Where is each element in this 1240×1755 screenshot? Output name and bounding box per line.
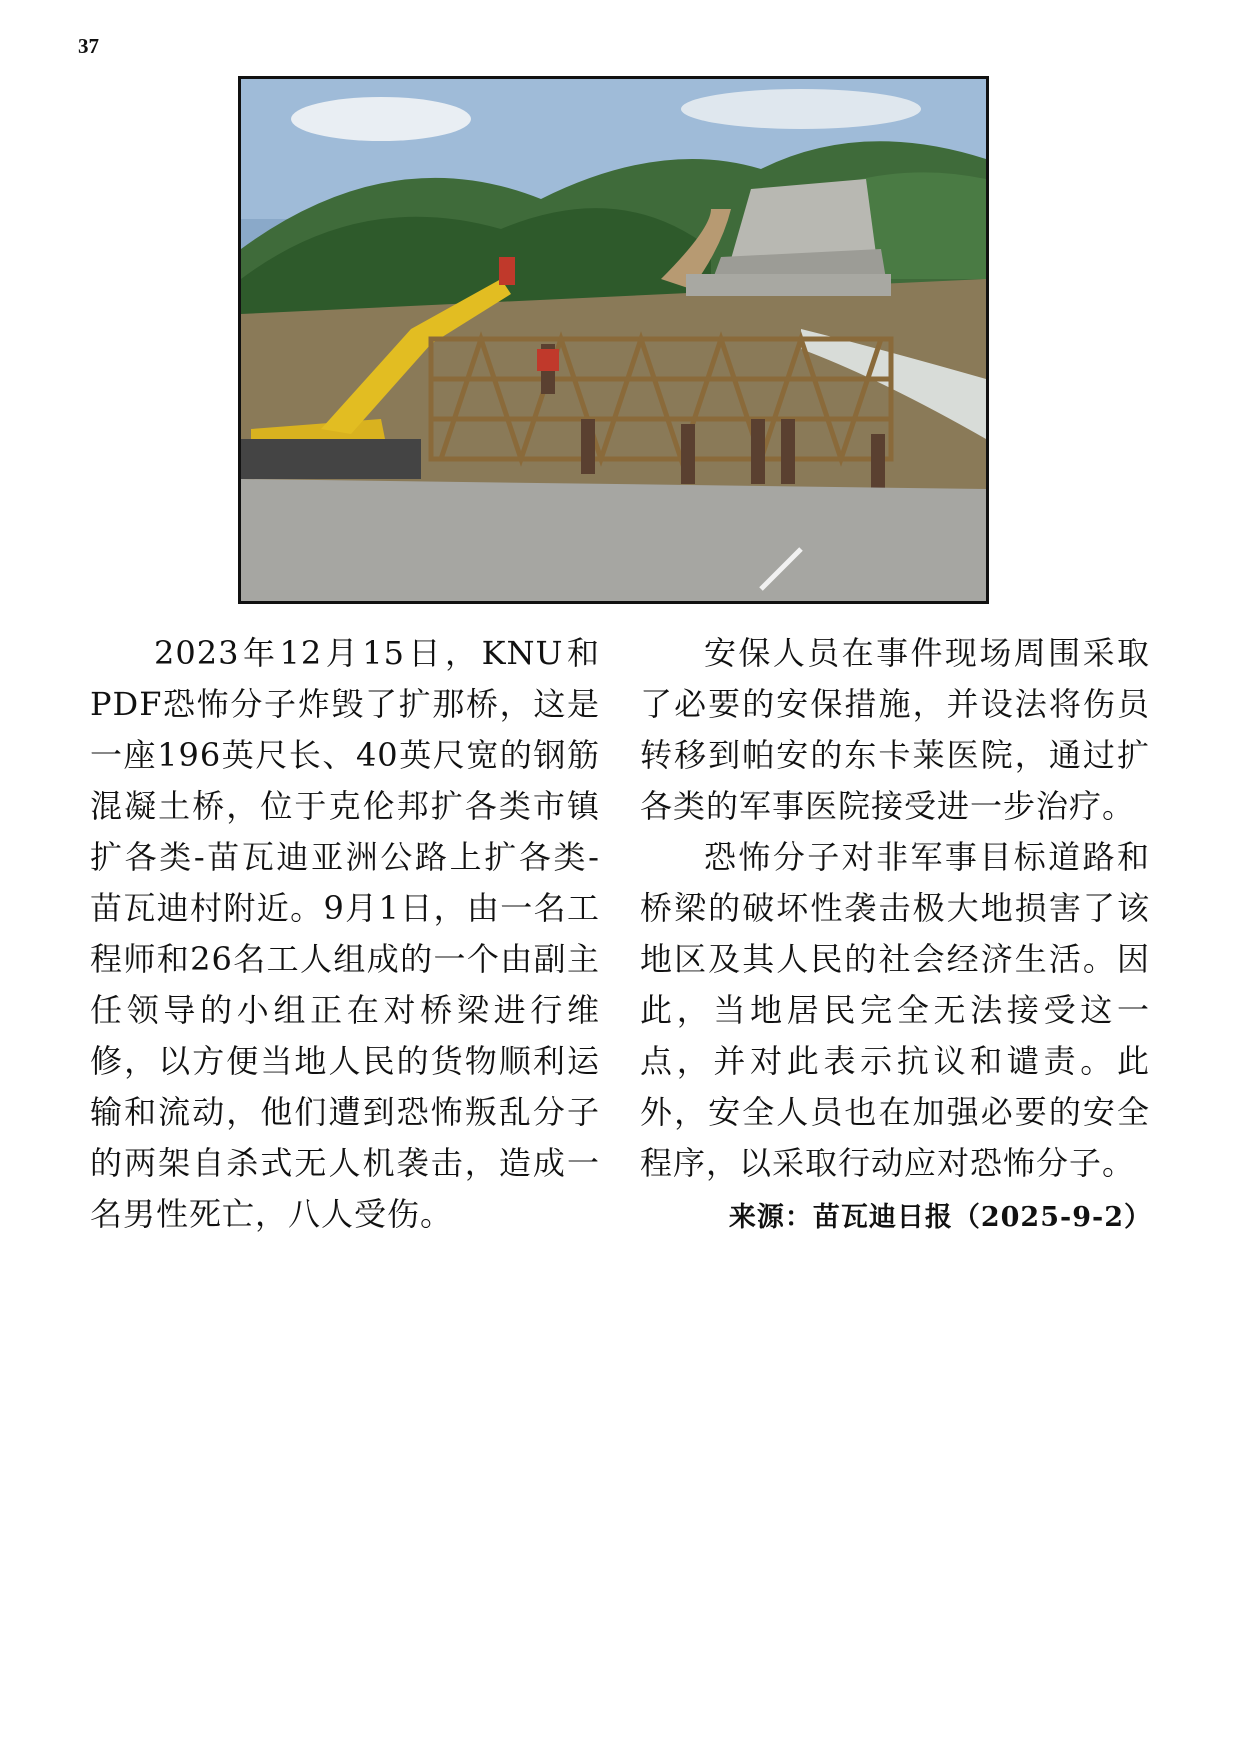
- article-paragraph: 恐怖分子对非军事目标道路和桥梁的破坏性袭击极大地损害了该地区及其人民的社会经济生活。因此，当地居民完全无法接受这一点，并对此表示抗议和谴责。此外，安全人员也在加强必要的安全程序，以采取行动应对恐怖分子。: [640, 838, 1150, 1182]
- page-number: 37: [78, 34, 99, 58]
- article-paragraph: 2023年12月15日，KNU和PDF恐怖分子炸毁了扩那桥，这是一座196英尺长、40英尺宽的钢筋混凝土桥，位于克伦邦扩各类市镇扩各类-苗瓦迪亚洲公路上扩各类-苗瓦迪村附近。9月1日，由一名工程师和26名工人组成的一个由副主任领导的小组正在对桥梁进行维修，以方便当地人民的货物顺利运输和流动，他们遭到恐怖叛乱分子的两架自杀式无人机袭击，造成一名男性死亡，八人受伤。: [90, 634, 600, 1233]
- bridge-repair-photo: [238, 76, 989, 604]
- photo-illustration: [241, 79, 986, 601]
- article-right-column: [640, 628, 1150, 1189]
- article-left-column: [90, 628, 600, 1240]
- source-citation: 来源：苗瓦迪日报（2025-9-2）: [728, 1202, 1152, 1233]
- article-paragraph: 安保人员在事件现场周围采取了必要的安保措施，并设法将伤员转移到帕安的东卡莱医院，通过扩各类的军事医院接受进一步治疗。: [640, 634, 1150, 825]
